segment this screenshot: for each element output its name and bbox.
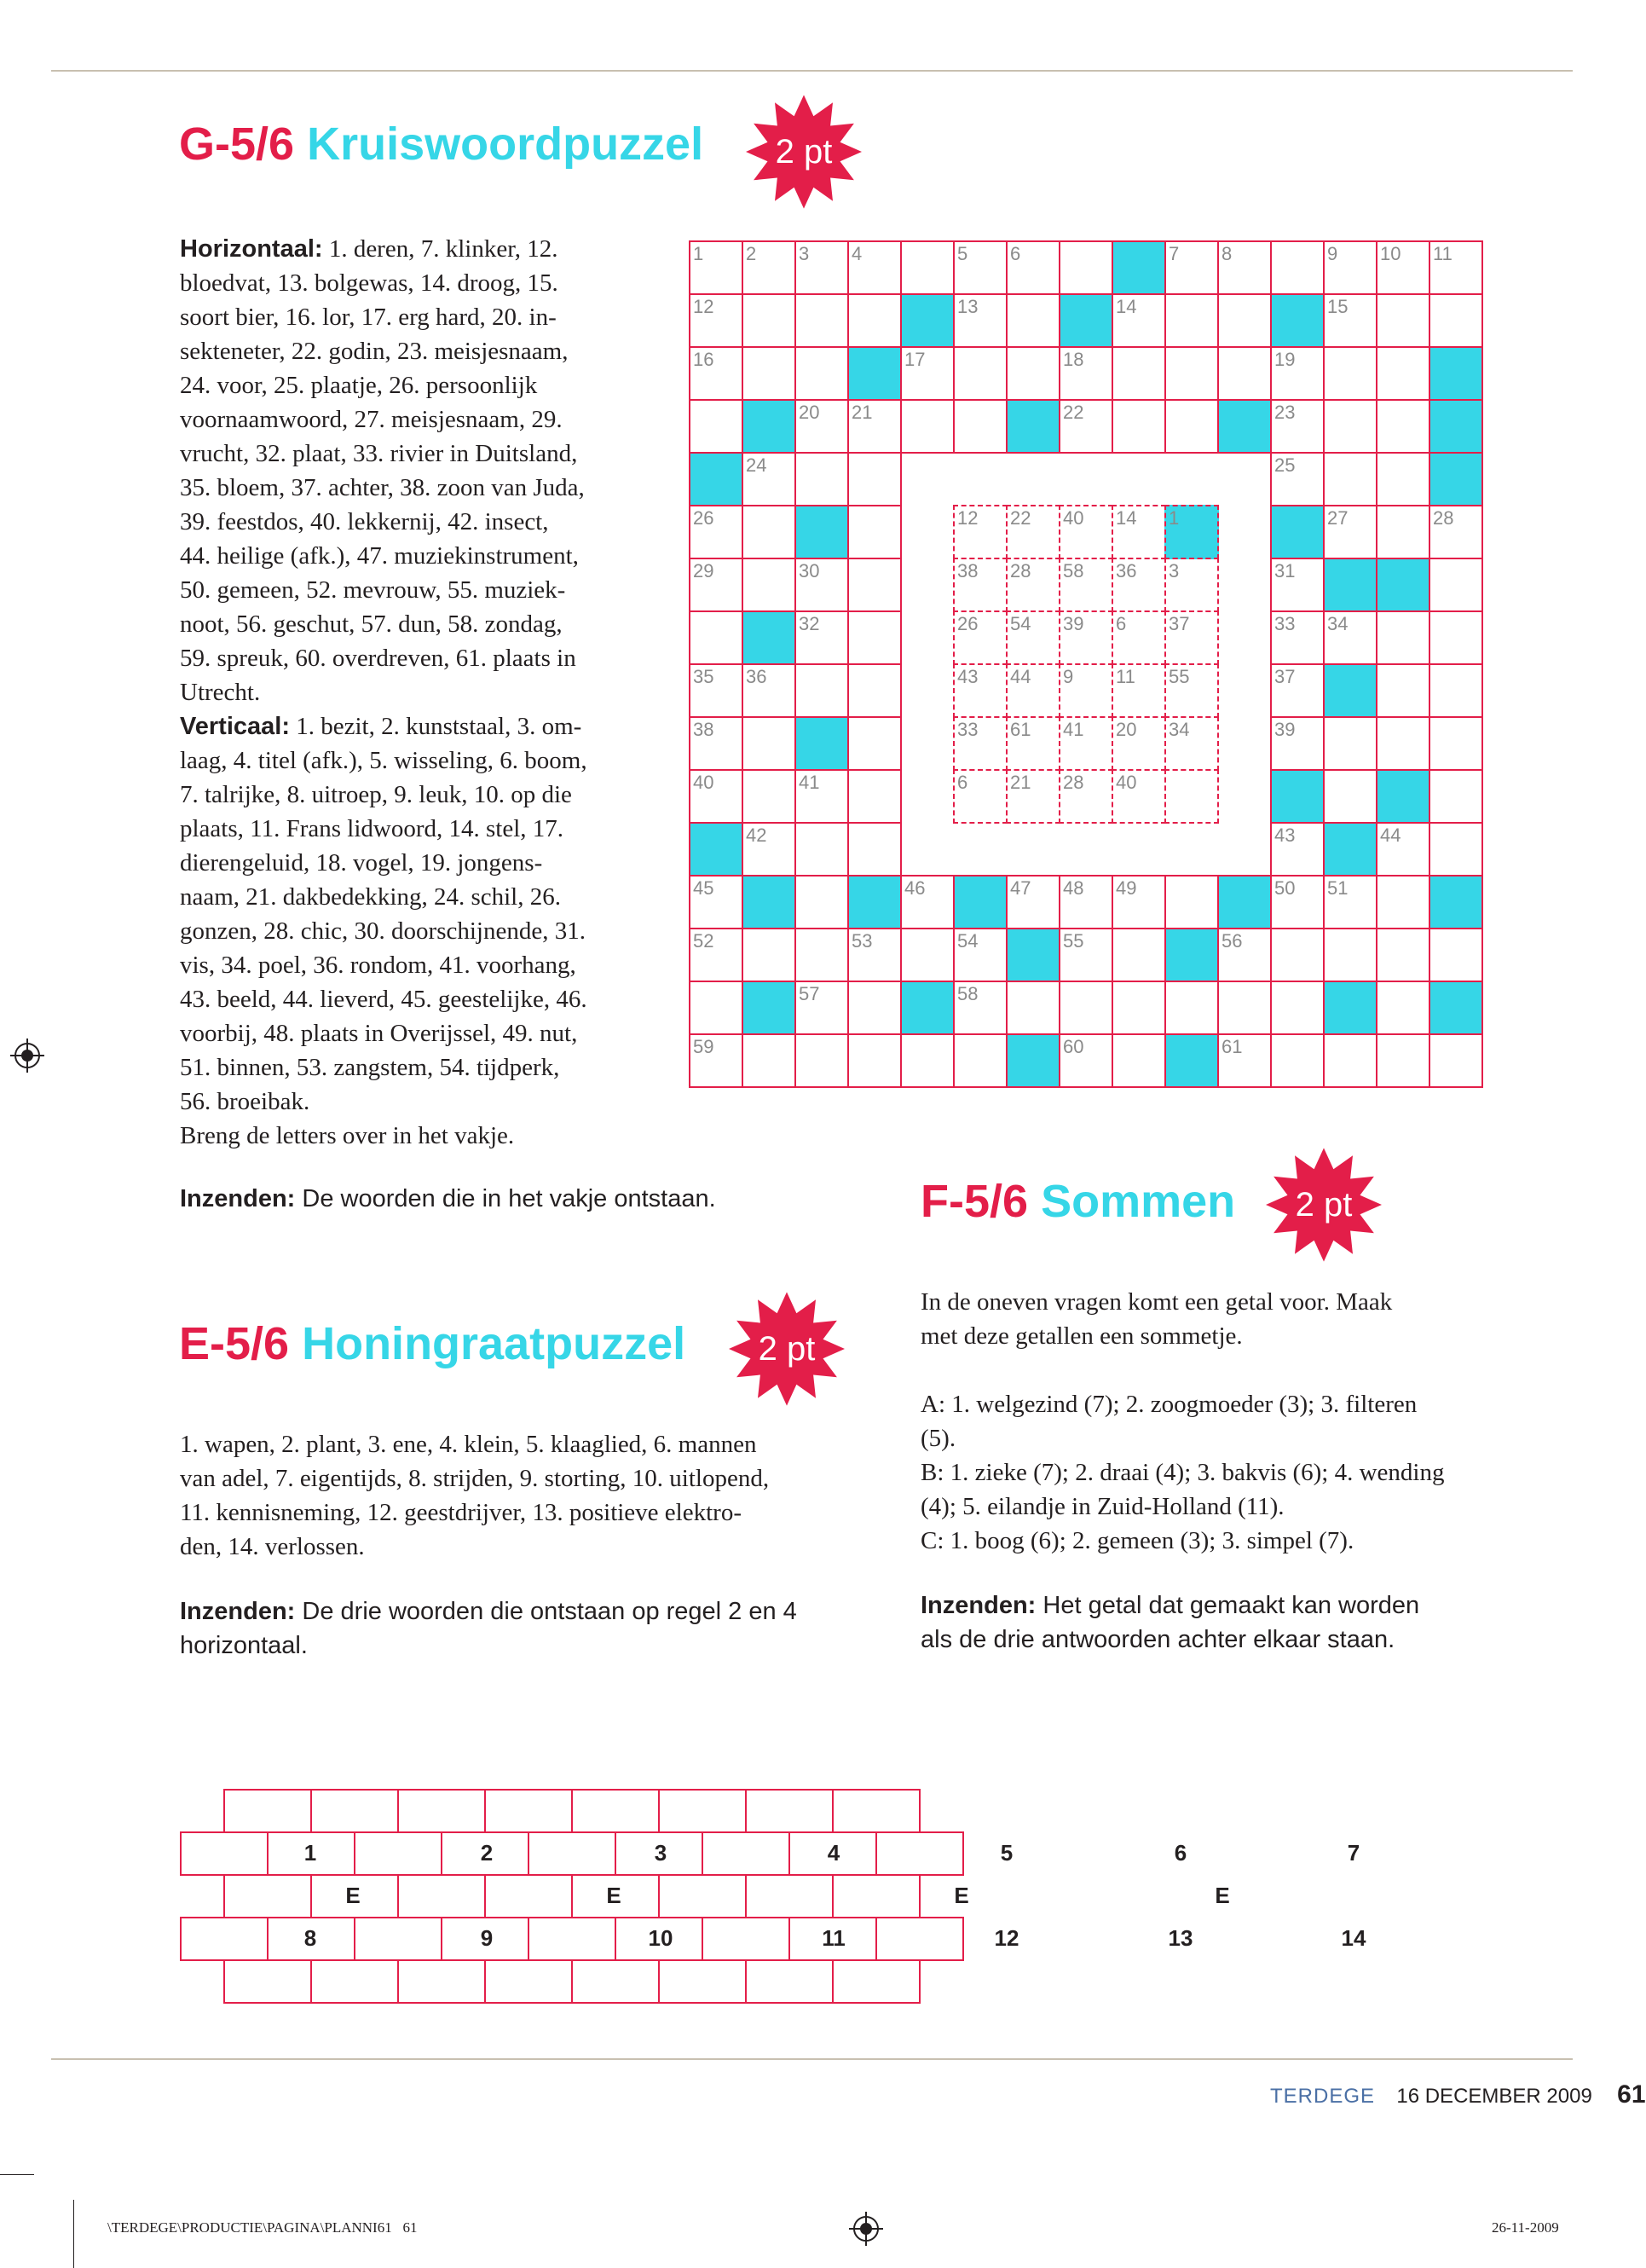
cell-number: 59 (693, 1036, 714, 1057)
honeycomb-code: E-5/6 (179, 1318, 290, 1369)
cell-number: 40 (1116, 772, 1137, 793)
vertical-line: 1. bezit, 2. kunststaal, 3. om- (296, 713, 582, 740)
cell-number: 46 (904, 877, 926, 899)
cell-number: 21 (852, 402, 873, 423)
submit-label: Inzenden: (180, 1185, 296, 1212)
page-number: 61 (1617, 2080, 1646, 2109)
horizontal-line: 35. bloem, 37. achter, 38. zoon van Juda, (180, 474, 585, 501)
cell-number: 50 (1274, 877, 1296, 899)
page-footer (1270, 2080, 1646, 2109)
cell-number: 40 (693, 772, 714, 793)
honeycomb-cell[interactable] (223, 1959, 312, 2004)
submit-label: Inzenden: (180, 1598, 296, 1625)
cell-number: 3 (799, 243, 810, 264)
honeycomb-label: 11 (822, 1925, 846, 1951)
cell-number: 54 (1010, 613, 1031, 634)
horizontal-line: 39. feestdos, 40. lekkernij, 42. insect, (180, 508, 549, 535)
cell-number: 9 (1327, 243, 1338, 264)
cell-number: 61 (1222, 1036, 1243, 1057)
crossword-code: G-5/6 (179, 119, 295, 170)
horizontal-line: Utrecht. (180, 679, 261, 706)
honeycomb-cell[interactable] (180, 1917, 269, 1961)
honeycomb-label: 3 (654, 1840, 667, 1866)
cell-number: 58 (1063, 560, 1084, 581)
honeycomb-cell[interactable] (832, 1874, 921, 1918)
honeycomb-label: 1 (303, 1840, 317, 1866)
submit-text: Het getal dat gemaakt kan worden (1042, 1592, 1420, 1619)
honeycomb-cell[interactable] (745, 1959, 834, 2004)
honeycomb-cell[interactable] (702, 1831, 790, 1876)
honeycomb-cell[interactable] (875, 1917, 964, 1961)
cell-number: 14 (1116, 296, 1137, 317)
cell-number: 30 (799, 560, 820, 581)
cell-number: 48 (1063, 877, 1084, 899)
sums-clue-line: (5). (921, 1425, 956, 1452)
cell-number: 2 (746, 243, 757, 264)
honeycomb-cell[interactable] (397, 1959, 486, 2004)
cell-number: 28 (1010, 560, 1031, 581)
cell-number: 14 (1116, 507, 1137, 529)
print-slug: \TERDEGE\PRODUCTIE\PAGINA\PLANNI61 61 (107, 2219, 418, 2236)
horizontal-line: 59. spreuk, 60. overdreven, 61. plaats in (180, 645, 576, 672)
cell-number: 39 (1274, 719, 1296, 740)
honeycomb-label: 14 (1341, 1925, 1366, 1951)
honeycomb-cell[interactable] (310, 1789, 399, 1833)
honeycomb-clue-line: 1. wapen, 2. plant, 3. ene, 4. klein, 5. klaaglied, 6. mannen (180, 1431, 757, 1458)
honeycomb-cell[interactable] (745, 1874, 834, 1918)
cell-number: 26 (693, 507, 714, 529)
cell-number: 32 (799, 613, 820, 634)
submit-text: als de drie antwoorden achter elkaar staan. (921, 1626, 1395, 1653)
cell-number: 7 (1169, 243, 1180, 264)
honeycomb-label: 10 (648, 1925, 673, 1951)
sums-points: 2 pt (1295, 1185, 1353, 1224)
vertical-line: 56. broeibak. (180, 1088, 310, 1115)
honeycomb-label: E (1215, 1883, 1230, 1908)
registration-mark-icon (849, 2212, 883, 2246)
submit-text: De drie woorden die ontstaan op regel 2 en 4 (302, 1598, 797, 1625)
honeycomb-cell[interactable] (310, 1959, 399, 2004)
cell-number: 34 (1169, 719, 1190, 740)
submit-text: horizontaal. (180, 1632, 308, 1659)
horizontal-line: noot, 56. geschut, 57. dun, 58. zondag, (180, 610, 563, 638)
cell-number: 15 (1327, 296, 1349, 317)
honeycomb-label: 7 (1347, 1840, 1360, 1866)
cell-number: 9 (1063, 666, 1074, 687)
cell-number: 6 (1010, 243, 1021, 264)
honeycomb-label: 2 (480, 1840, 494, 1866)
crop-mark (0, 2174, 34, 2175)
honeycomb-cell[interactable] (484, 1874, 573, 1918)
horizontal-line: voornaamwoord, 27. meisjesnaam, 29. (180, 406, 563, 433)
honeycomb-label: 4 (827, 1840, 840, 1866)
vertical-line: 7. talrijke, 8. uitroep, 9. leuk, 10. op die (180, 781, 572, 808)
cell-number: 36 (746, 666, 767, 687)
cell-number: 8 (1222, 243, 1233, 264)
cell-number: 25 (1274, 454, 1296, 476)
sums-name: Sommen (1041, 1176, 1236, 1227)
cell-number: 49 (1116, 877, 1137, 899)
cell-number: 41 (1063, 719, 1084, 740)
honeycomb-label: 6 (1174, 1840, 1187, 1866)
vertical-line: 43. beeld, 44. lieverd, 45. geestelijke, 46. (180, 986, 587, 1013)
cell-number: 6 (957, 772, 968, 793)
cell-number: 26 (957, 613, 979, 634)
honeycomb-cell[interactable] (484, 1959, 573, 2004)
honeycomb-cell[interactable] (658, 1874, 747, 1918)
cell-number: 3 (1169, 560, 1180, 581)
horizontal-line: bloedvat, 13. bolgewas, 14. droog, 15. (180, 269, 558, 297)
horizontal-line: 50. gemeen, 52. mevrouw, 55. muziek- (180, 576, 566, 604)
honeycomb-cell[interactable] (702, 1917, 790, 1961)
cell-number: 43 (957, 666, 979, 687)
cell-number: 12 (957, 507, 979, 529)
cell-number: 47 (1010, 877, 1031, 899)
cell-number: 38 (693, 719, 714, 740)
cell-number: 36 (1116, 560, 1137, 581)
honeycomb-cell[interactable] (875, 1831, 964, 1876)
honeycomb-cell[interactable] (223, 1874, 312, 1918)
honeycomb-label: E (606, 1883, 621, 1908)
cell-number: 17 (904, 349, 926, 370)
vertical-line: 51. binnen, 53. zangstem, 54. tijdperk, (180, 1054, 560, 1081)
cell-number: 58 (957, 983, 979, 1004)
cell-number: 24 (746, 454, 767, 476)
cell-number: 31 (1274, 560, 1296, 581)
bottom-rule (51, 2058, 1573, 2060)
issue-date: 16 DECEMBER 2009 (1396, 2085, 1592, 2108)
sums-clue-line: (4); 5. eilandje in Zuid-Holland (11). (921, 1493, 1285, 1520)
cell-number: 22 (1010, 507, 1031, 529)
honeycomb-points: 2 pt (758, 1329, 816, 1368)
cell-number: 44 (1380, 824, 1401, 846)
cell-number: 61 (1010, 719, 1031, 740)
sums-clue-line: C: 1. boog (6); 2. gemeen (3); 3. simpel (7). (921, 1527, 1354, 1554)
sums-clue-line: A: 1. welgezind (7); 2. zoogmoeder (3); 3. filteren (921, 1391, 1418, 1418)
honeycomb-cell[interactable] (832, 1789, 921, 1833)
cell-number: 44 (1010, 666, 1031, 687)
cell-number: 60 (1063, 1036, 1084, 1057)
cell-number: 21 (1010, 772, 1031, 793)
honeycomb-cell[interactable] (528, 1831, 616, 1876)
cell-number: 6 (1116, 613, 1127, 634)
cell-number: 13 (957, 296, 979, 317)
honeycomb-cell[interactable] (397, 1874, 486, 1918)
honeycomb-cell[interactable] (832, 1959, 921, 2004)
print-date: 26-11-2009 (1492, 2219, 1559, 2236)
sums-clue-line: B: 1. zieke (7); 2. draai (4); 3. bakvis (6); 4. wending (921, 1459, 1445, 1486)
cell-number: 4 (852, 243, 863, 264)
vertical-line: laag, 4. titel (afk.), 5. wisseling, 6. boom, (180, 747, 587, 774)
cell-number: 33 (1274, 613, 1296, 634)
cell-number: 16 (693, 349, 714, 370)
cell-number: 10 (1380, 243, 1401, 264)
honeycomb-cell[interactable] (354, 1917, 442, 1961)
honeycomb-cell[interactable] (223, 1789, 312, 1833)
horizontal-line: soort bier, 16. lor, 17. erg hard, 20. in- (180, 304, 557, 331)
honeycomb-label: 13 (1168, 1925, 1193, 1951)
cell-number: 18 (1063, 349, 1084, 370)
cell-number: 5 (957, 243, 968, 264)
horizontal-line: 24. voor, 25. plaatje, 26. persoonlijk (180, 372, 538, 399)
honeycomb-cell[interactable] (354, 1831, 442, 1876)
cell-number: 11 (1433, 243, 1453, 264)
honeycomb-label: E (345, 1883, 361, 1908)
cell-number: 20 (799, 402, 820, 423)
honeycomb-clue-line: 11. kennisneming, 12. geestdrijver, 13. positieve elektro- (180, 1499, 742, 1526)
cell-number: 39 (1063, 613, 1084, 634)
vertical-line: vis, 34. poel, 36. rondom, 41. voorhang, (180, 952, 576, 979)
honeycomb-label: 5 (1000, 1840, 1014, 1866)
horizontal-line: sekteneter, 22. godin, 23. meisjesnaam, (180, 338, 569, 365)
cell-number: 1 (1169, 507, 1180, 529)
honeycomb-cell[interactable] (571, 1789, 660, 1833)
cell-number: 54 (957, 930, 979, 952)
cell-number: 41 (799, 772, 820, 793)
cell-number: 34 (1327, 613, 1349, 634)
instruction: Breng de letters over in het vakje. (180, 1122, 515, 1149)
cell-number: 37 (1274, 666, 1296, 687)
cell-number: 56 (1222, 930, 1243, 952)
honeycomb-label: 9 (480, 1925, 494, 1951)
honeycomb-name: Honingraatpuzzel (302, 1318, 686, 1369)
honeycomb-cell[interactable] (658, 1959, 747, 2004)
vertical-line: plaats, 11. Frans lidwoord, 14. stel, 17. (180, 815, 563, 842)
honeycomb-clue-line: van adel, 7. eigentijds, 8. strijden, 9. storting, 10. uitlopend, (180, 1465, 770, 1492)
vertical-line: naam, 21. dakbedekking, 24. schil, 26. (180, 883, 561, 911)
cell-number: 35 (693, 666, 714, 687)
cell-number: 22 (1063, 402, 1084, 423)
cell-number: 57 (799, 983, 820, 1004)
cell-number: 53 (852, 930, 873, 952)
cell-number: 55 (1169, 666, 1190, 687)
cell-number: 42 (746, 824, 767, 846)
sums-intro-line: In de oneven vragen komt een getal voor. Maak (921, 1288, 1393, 1316)
cell-number: 23 (1274, 402, 1296, 423)
sums-code: F-5/6 (921, 1176, 1029, 1227)
submit-label: Inzenden: (921, 1592, 1037, 1619)
crop-mark (73, 2200, 74, 2268)
cell-number: 28 (1433, 507, 1454, 529)
cell-number: 40 (1063, 507, 1084, 529)
sums-intro-line: met deze getallen een sommetje. (921, 1322, 1243, 1350)
cell-number: 43 (1274, 824, 1296, 846)
cell-number: 33 (957, 719, 979, 740)
horizontal-line: 1. deren, 7. klinker, 12. (328, 235, 558, 263)
cell-number: 55 (1063, 930, 1084, 952)
honeycomb-label: E (954, 1883, 969, 1908)
honeycomb-clue-line: den, 14. verlossen. (180, 1533, 365, 1560)
horizontal-line: 44. heilige (afk.), 47. muziekinstrument, (180, 542, 579, 570)
honeycomb-cell[interactable] (658, 1789, 747, 1833)
cell-number: 12 (693, 296, 714, 317)
cell-number: 45 (693, 877, 714, 899)
cell-number: 28 (1063, 772, 1084, 793)
honeycomb-cell[interactable] (571, 1959, 660, 2004)
crossword-points: 2 pt (775, 132, 833, 171)
honeycomb-cell[interactable] (528, 1917, 616, 1961)
cell-number: 19 (1274, 349, 1296, 370)
honeycomb-label: 8 (303, 1925, 317, 1951)
submit-text: De woorden die in het vakje ontstaan. (302, 1185, 716, 1212)
honeycomb-cell[interactable] (484, 1789, 573, 1833)
honeycomb-label: 12 (994, 1925, 1019, 1951)
cell-number: 1 (693, 243, 704, 264)
cell-number: 27 (1327, 507, 1349, 529)
cell-number: 51 (1327, 877, 1349, 899)
cell-number: 29 (693, 560, 714, 581)
registration-mark-icon (10, 1039, 44, 1073)
crossword-name: Kruiswoordpuzzel (307, 119, 704, 170)
vertical-line: voorbij, 48. plaats in Overijssel, 49. nut, (180, 1020, 578, 1047)
vertical-line: gonzen, 28. chic, 30. doorschijnende, 31. (180, 917, 586, 945)
cell-number: 20 (1116, 719, 1137, 740)
honeycomb-cell[interactable] (180, 1831, 269, 1876)
vertical-label: Verticaal: (180, 713, 290, 740)
honeycomb-cell[interactable] (745, 1789, 834, 1833)
horizontal-label: Horizontaal: (180, 235, 323, 263)
brand: TERDEGE (1270, 2085, 1376, 2108)
cell-number: 52 (693, 930, 714, 952)
horizontal-line: vrucht, 32. plaat, 33. rivier in Duitsland, (180, 440, 578, 467)
vertical-line: dierengeluid, 18. vogel, 19. jongens- (180, 849, 543, 877)
cell-number: 38 (957, 560, 979, 581)
cell-number: 11 (1116, 666, 1135, 687)
honeycomb-cell[interactable] (397, 1789, 486, 1833)
cell-number: 37 (1169, 613, 1190, 634)
